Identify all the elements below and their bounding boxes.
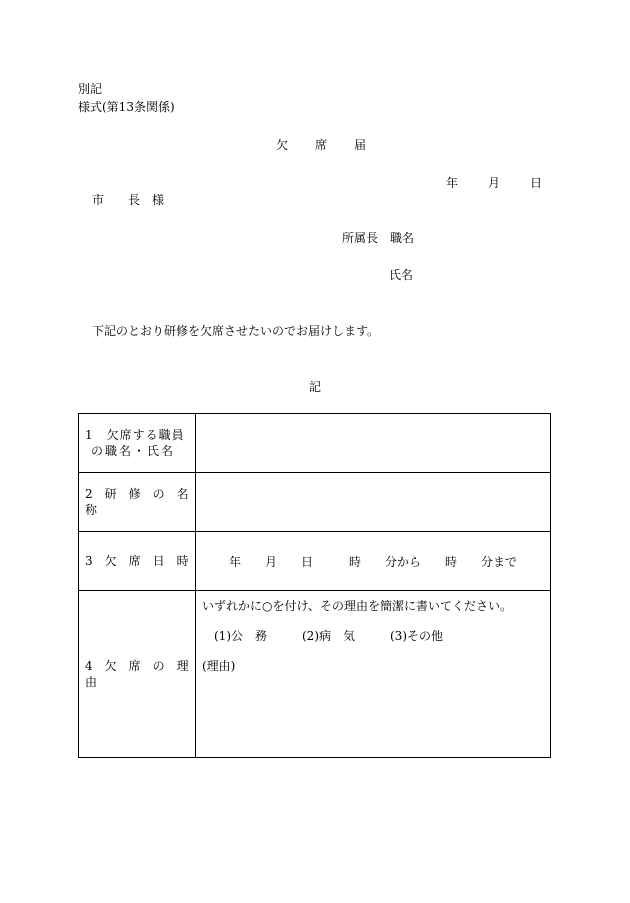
reason-instruction: いずれかに○を付け、その理由を簡潔に書いてください。 (202, 599, 512, 613)
option-illness[interactable]: (2)病 気 (302, 629, 355, 643)
table-row (79, 414, 551, 473)
sender-affiliation-label: 所属長 職名 (342, 231, 415, 245)
form-reference: 様式(第13条関係) (78, 100, 175, 114)
row-label-text: 4 欠 席 の 理 由 (85, 659, 201, 689)
row-label-datetime (79, 532, 196, 591)
table-row (79, 473, 551, 532)
row-label-text: 3 欠 席 日 時 (85, 554, 189, 568)
datetime-template-text: 年 月 日 時 分から 時 分まで (228, 554, 517, 569)
reason-field[interactable] (196, 591, 551, 758)
date-line: 年 月 日 (446, 176, 545, 190)
absence-form-table (78, 413, 551, 758)
table-row (79, 591, 551, 758)
training-name-field[interactable] (196, 473, 551, 532)
table-row (79, 532, 551, 591)
absence-datetime-field[interactable] (196, 532, 551, 591)
document-title: 欠 席 届 (276, 138, 368, 152)
sender-name-label: 氏名 (389, 268, 414, 282)
employee-name-field[interactable] (196, 414, 551, 473)
option-official-duty[interactable]: (1)公 務 (214, 629, 267, 643)
row-label-text: 1 欠席する職員 (85, 428, 185, 442)
row-label-reason (79, 591, 201, 758)
row-label-employee (79, 414, 196, 473)
intro-text: 下記のとおり研修を欠席させたいのでお届けします。 (92, 324, 380, 338)
row-label-text-line2: の職名・氏名 (91, 444, 176, 458)
row-label-text: 2 研 修 の 名 称 (85, 487, 201, 517)
appendix-label: 別記 (78, 82, 103, 96)
reason-detail-label: (理由) (202, 659, 236, 673)
row-label-training (79, 473, 201, 532)
addressee: 市 長 様 (92, 193, 165, 207)
option-other[interactable]: (3)その他 (390, 629, 443, 643)
ki-heading: 記 (309, 380, 322, 394)
